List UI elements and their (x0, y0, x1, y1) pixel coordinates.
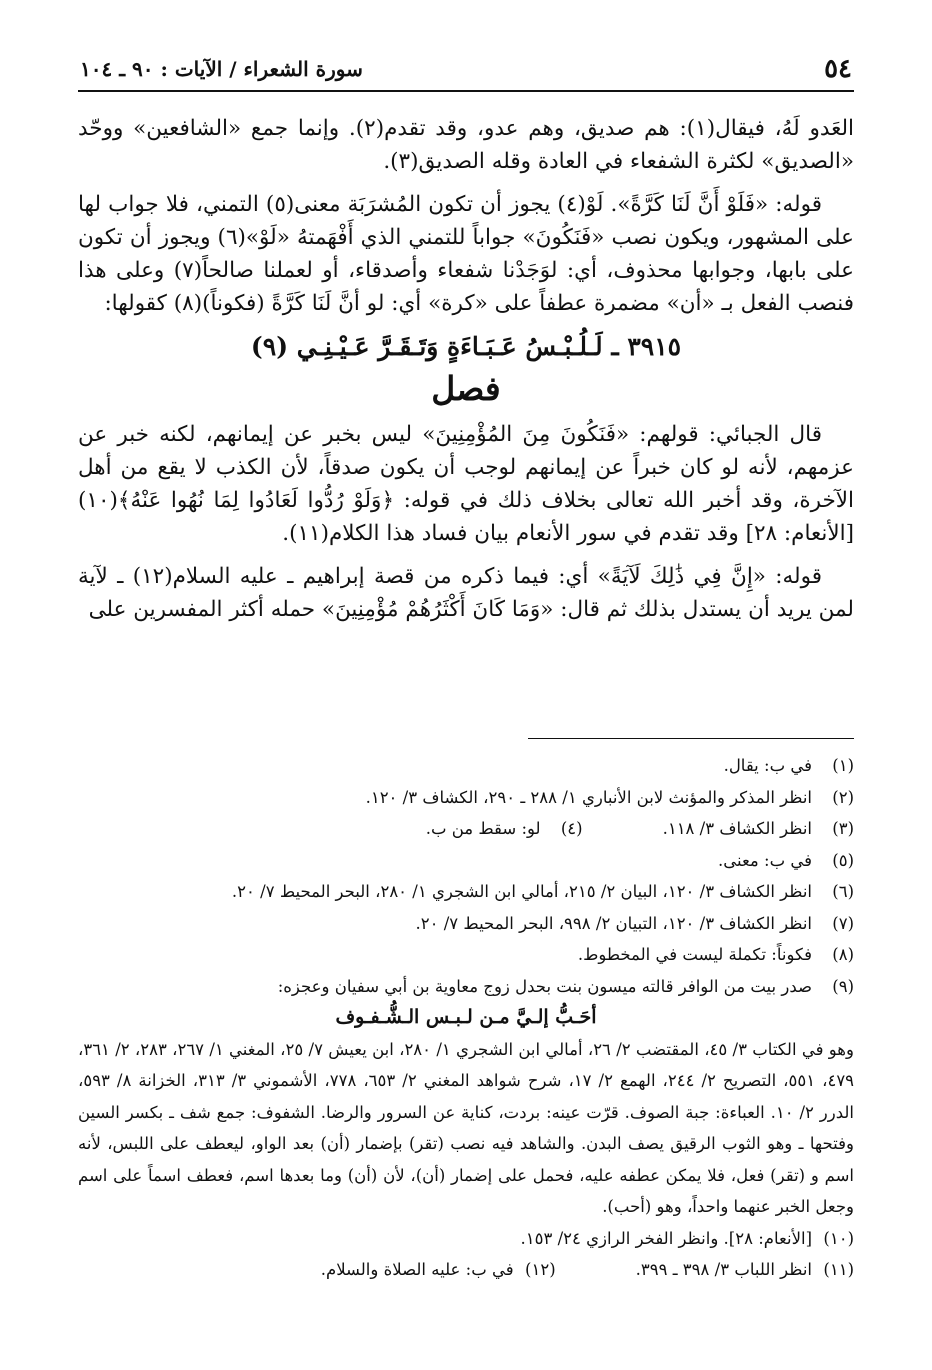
paragraph-2: قوله: «فَلَوْ أَنَّ لَنَا كَرَّةً». لَوْ(٤) يجوز أن تكون المُشرَبَة معنى(٥) التمني، فلا جواب لها على المشهور، ويكون نصب «فَنَكُونَ» جواباً للتمني الذي أَفْهَمتهُ «لَوْ»(٦) ويجوز أن تكون على بابها، وجوابها محذوف، أي: لوَجَدْنا شفعاء وأصدقاء، أو لعملنا صالحاً(٧) وعلى هذا فنصب الفعل بـ «أن» مضمرة عطفاً على «كرة» أي: لو أنَّ لَنَا كَرَّةً (فكوناً)(٨) كقولها: (78, 192, 855, 316)
footnote-text: انظر المذكر والمؤنث لابن الأنباري ١/ ٢٨٨ ـ ٢٩٠، الكشاف ٣/ ١٢٠. (365, 787, 812, 807)
footnote-number: (٣) (832, 819, 854, 838)
footnote-1 (78, 750, 854, 782)
footnotes-block (78, 750, 854, 1286)
running-title: سورة الشعراء / الآيات : ٩٠ ـ ١٠٤ (80, 57, 363, 81)
footnote-verse: أحَـبُّ إلـيَّ مـن لـبـس الـشُّـفـوف (335, 1006, 597, 1028)
footnote-12 (321, 1254, 556, 1286)
footnote-separator (528, 738, 854, 739)
footnote-6 (78, 876, 854, 908)
footnote-8 (78, 939, 854, 971)
footnote-number: (٢) (832, 787, 854, 807)
footnote-text: في ب: معنى. (718, 850, 812, 870)
page-header (80, 52, 852, 86)
footnote-number: (٤) (560, 819, 583, 838)
footnote-number: (١) (832, 756, 854, 775)
footnote-text: انظر الكشاف ٣/ ١٢٠، التبيان ٢/ ٩٩٨، البحر المحيط ٧/ ٢٠. (415, 913, 812, 933)
footnote-5 (78, 845, 854, 877)
footnote-text: انظر اللباب ٣/ ٣٩٨ ـ ٣٩٩. (635, 1260, 812, 1279)
footnote-number: (٩) (832, 976, 854, 996)
footnote-9 (78, 971, 854, 1003)
footnote-number: (٥) (832, 850, 854, 870)
footnote-number: (١١) (823, 1260, 854, 1279)
paragraph-3: قال الجبائي: قولهم: «فَنَكُونَ مِنَ المُؤْمِنِينَ» ليس بخبر عن إيمانهم، لكنه خبر عن عزمهم، لأنه لو كان خبراً عن إيمانهم لوجب أن يكون صدقاً، لأن الكذب لا يقع من أهل الآخرة، وقد أخبر الله تعالى بخلاف ذلك في قوله: ﴿وَلَوْ رُدُّوا لَعَادُوا لِمَا نُهُوا عَنْهُ﴾(١٠) [الأنعام: ٢٨] وقد تقدم في سور الأنعام بيان فساد هذا الكلام(١١). (78, 422, 854, 546)
footnote-4 (426, 813, 583, 845)
footnote-9-continuation: وهو في الكتاب ٣/ ٤٥، المقتضب ٢/ ٢٦، أمالي ابن الشجري ١/ ٢٨٠، ابن يعيش ٧/ ٢٥، المغني ١/ ٢٦٧، ٢٨٣، ٢/ ٣٦١، ٤٧٩، ٥٥١، التصريح ٢/ ٢٤٤، الهمع ٢/ ١٧، شرح شواهد المغني ٢/ ٦٥٣، ٧٧٨، الأشموني ٣/ ٣١٣، الخزانة ٨/ ٥٩٣، الدرر ٢/ ١٠. العباءة: جبة الصوف. قرّت عينه: بردت، كناية عن السرور والرضا. الشفوف: جمع شف ـ بكسر السين وفتحها ـ وهو الثوب الرقيق يصف البدن. والشاهد فيه نصب (تقر) بإضمار (أن) بعد الواو، ليعطف على اللبس، لأنه اسم و (تقر) فعل، فلا يمكن عطفه عليه، فحمل على إضمار (أن)، لأن (أن) وما بعدها اسم، فعطف اسماً على اسم وجعل الخبر عنهما واحداً، وهو (أحب). (78, 1039, 855, 1216)
poetry-verse: ٣٩١٥ ـ لَـلُـبْـسُ عَـبَـاءَةٍ وَتَـقَـرَّ عَـيْـنِـي (٩) (250, 332, 682, 361)
header-rule (78, 90, 854, 92)
footnote-text: لو: سقط من ب. (425, 819, 541, 838)
main-text-block (78, 112, 854, 626)
footnote-number: (٦) (832, 882, 854, 901)
paragraph-4: قوله: «إِنَّ فِي ذَٰلِكَ لَآيَةً» أي: فيما ذكره من قصة إبراهيم ـ عليه السلام(١٢) ـ لآية لمن يريد أن يستدل بذلك ثم قال: «وَمَا كَانَ أَكْثَرُهُمْ مُؤْمِنِينَ» حمله أكثر المفسرين على (78, 564, 854, 622)
footnote-3 (663, 813, 854, 845)
footnote-2 (78, 782, 854, 814)
footnote-text: انظر الكشاف ٣/ ١١٨. (662, 819, 812, 838)
footnote-7 (78, 908, 854, 940)
footnote-number: (١٢) (525, 1260, 556, 1279)
footnote-row-3-4 (78, 813, 854, 845)
footnote-10 (78, 1223, 854, 1255)
footnote-text: في ب: يقال. (723, 756, 812, 775)
footnote-number: (٨) (832, 945, 854, 964)
page-number: ٥٤ (824, 54, 852, 84)
footnote-text: انظر الكشاف ٣/ ١٢٠، البيان ٢/ ٢١٥، أمالي ابن الشجري ١/ ٢٨٠، البحر المحيط ٧/ ٢٠. (231, 882, 812, 901)
footnote-number: (٧) (832, 913, 854, 933)
footnote-text: [الأنعام: ٢٨]. وانظر الفخر الرازي ٢٤/ ١٥٣. (520, 1228, 812, 1248)
footnote-11 (636, 1254, 854, 1286)
footnote-text: صدر بيت من الوافر قالته ميسون بنت بحدل زوج معاوية بن أبي سفيان وعجزه: (277, 976, 812, 996)
footnote-row-11-12 (78, 1254, 854, 1286)
footnote-text: فكوناً: تكملة ليست في المخطوط. (577, 945, 812, 964)
footnote-number: (١٠) (823, 1228, 854, 1248)
paragraph-1: العَدو لَهُ، فيقال(١): هم صديق، وهم عدو، وقد تقدم(٢). وإنما جمع «الشافعين» ووحّد «الصديق» لكثرة الشفعاء في العادة وقله الصديق(٣). (78, 116, 855, 174)
footnote-text: في ب: عليه الصلاة والسلام. (320, 1260, 514, 1279)
section-heading: فصل (431, 369, 501, 408)
